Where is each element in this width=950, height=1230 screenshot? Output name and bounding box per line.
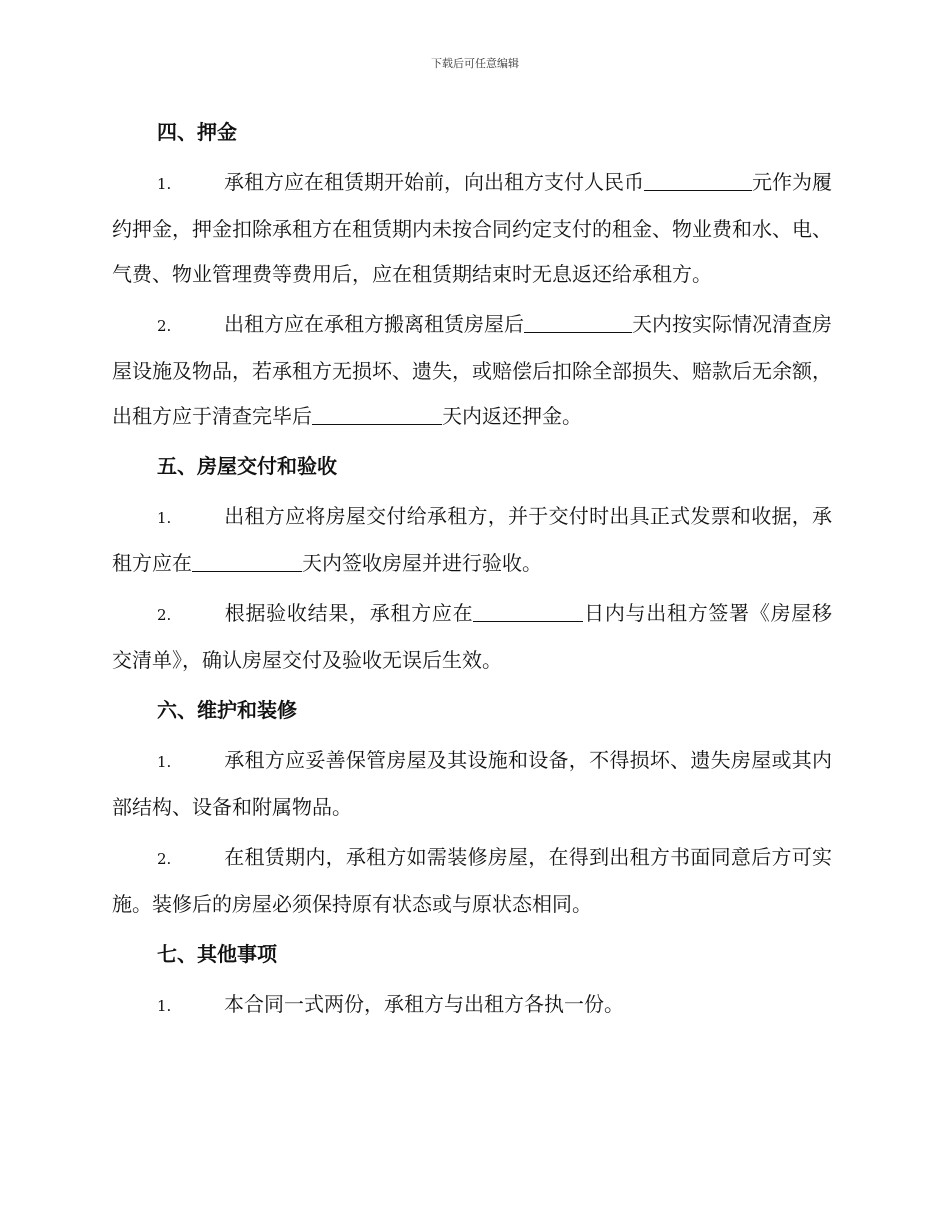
clause-handover-2 xyxy=(112,591,832,683)
fill-in-blank xyxy=(473,601,583,622)
clause-text: 天内按实际情况清查房屋设施及物品，若承租方无损坏、遗失，或赔偿后扣除全部损失、赔款后无余额，出租方应于清查完毕后 xyxy=(112,312,832,428)
clause-number: 2. xyxy=(157,606,172,624)
clause-text: 天内签收房屋并进行验收。 xyxy=(302,551,542,575)
clause-text: 出租方应在承租方搬离租赁房屋后 xyxy=(224,312,524,336)
clause-number: 1. xyxy=(157,175,172,193)
clause-text: 承租方应在租赁期开始前，向出租方支付人民币 xyxy=(224,170,644,194)
clause-other-1 xyxy=(112,982,832,1029)
clause-text: 本合同一式两份，承租方与出租方各执一份。 xyxy=(224,992,624,1016)
section-heading-deposit: 四、押金 xyxy=(157,120,237,144)
clause-number: 2. xyxy=(157,317,172,335)
clause-deposit-1 xyxy=(112,160,832,297)
fill-in-blank xyxy=(644,170,752,191)
section-heading-other: 七、其他事项 xyxy=(157,942,277,966)
clause-text: 天内返还押金。 xyxy=(442,404,582,428)
clause-number: 1. xyxy=(157,753,172,771)
section-heading-handover: 五、房屋交付和验收 xyxy=(157,454,337,478)
section-heading-maintenance: 六、维护和装修 xyxy=(157,698,297,722)
clause-text: 承租方应妥善保管房屋及其设施和设备，不得损坏、遗失房屋或其内部结构、设备和附属物品。 xyxy=(112,748,832,819)
clause-number: 1. xyxy=(157,997,172,1015)
clause-text: 日内与出租方签署《房屋移交清单》，确认房屋交付及验收无误后生效。 xyxy=(112,601,833,672)
document-body xyxy=(112,110,832,1034)
clause-handover-1 xyxy=(112,494,832,586)
clause-text: 元作为履约押金，押金扣除承租方在租赁期内未按合同约定支付的租金、物业费和水、电、气费、物业管理费等费用后，应在租赁期结束时无息返还给承租方。 xyxy=(112,170,832,286)
page-header-note: 下载后可任意编辑 xyxy=(431,57,519,70)
fill-in-blank xyxy=(192,551,302,572)
clause-maintenance-2 xyxy=(112,835,832,927)
clause-number: 1. xyxy=(157,509,172,527)
clause-deposit-2 xyxy=(112,302,832,439)
clause-number: 2. xyxy=(157,850,172,868)
clause-text: 根据验收结果，承租方应在 xyxy=(224,601,474,625)
fill-in-blank xyxy=(312,404,442,425)
clause-maintenance-1 xyxy=(112,738,832,830)
fill-in-blank xyxy=(524,312,632,333)
clause-text: 在租赁期内，承租方如需装修房屋，在得到出租方书面同意后方可实施。装修后的房屋必须保持原有状态或与原状态相同。 xyxy=(112,845,832,916)
clause-text: 出租方应将房屋交付给承租方，并于交付时出具正式发票和收据，承租方应在 xyxy=(112,504,832,575)
